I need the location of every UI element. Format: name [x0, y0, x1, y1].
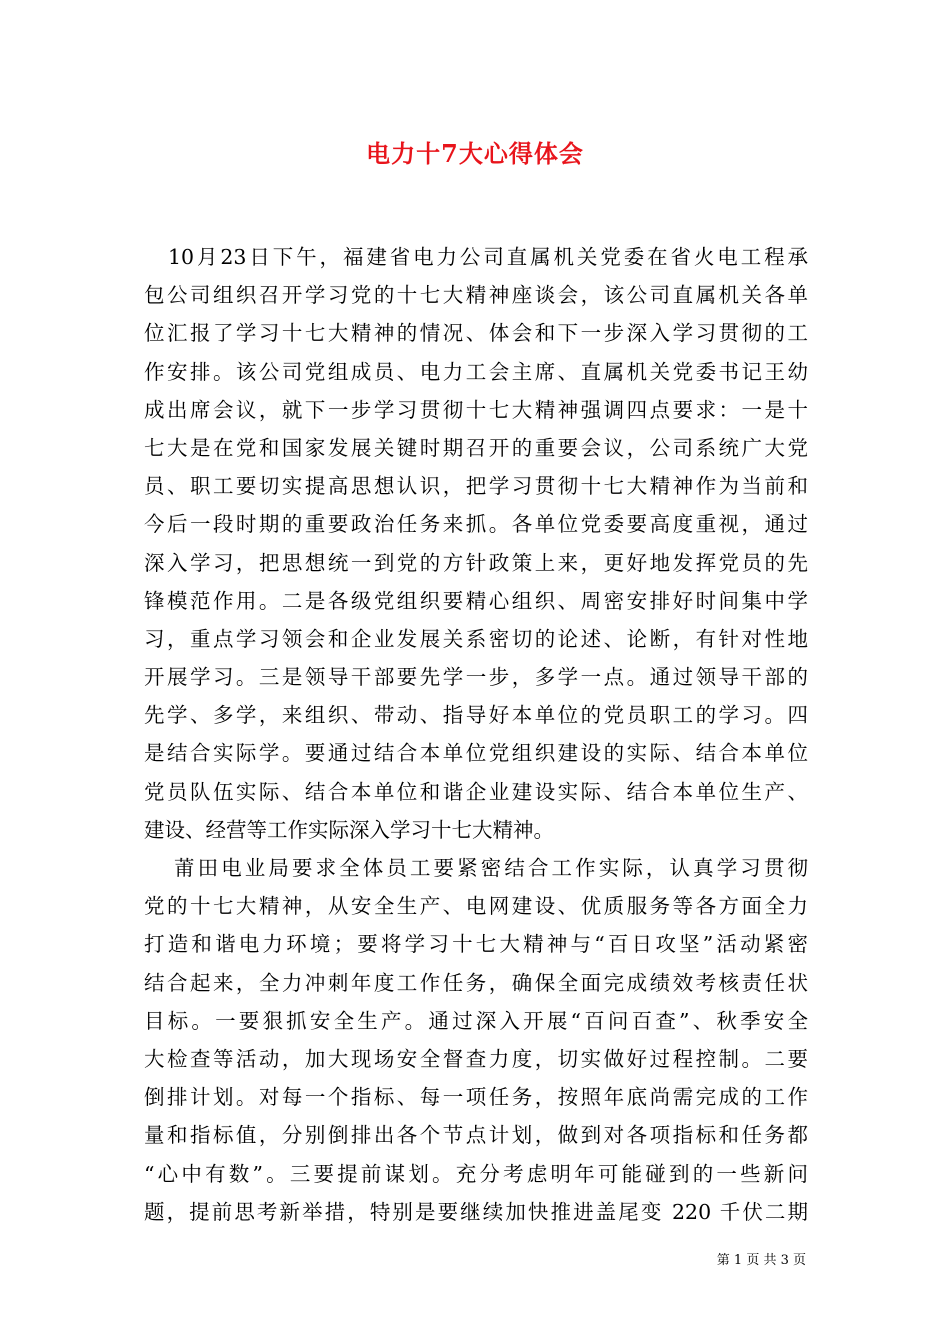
- paragraph-1-line: 深入学习，把思想统一到党的方针政策上来，更好地发挥党员的先: [144, 550, 808, 575]
- paragraph-1-line: 是结合实际学。要通过结合本单位党组织建设的实际、结合本单位: [144, 741, 808, 766]
- paragraph-1-line: 10月23日下午，福建省电力公司直属机关党委在省火电工程承: [168, 245, 808, 269]
- document-title: 电力十7大心得体会: [366, 139, 584, 168]
- paragraph-1-line: 七大是在党和国家发展关键时期召开的重要会议，公司系统广大党: [144, 435, 808, 460]
- paragraph-2-line: 目标。一要狠抓安全生产。通过深入开展“百问百查”、秋季安全: [144, 1008, 808, 1033]
- paragraph-1-line: 作安排。该公司党组成员、电力工会主席、直属机关党委书记王幼: [144, 359, 808, 384]
- paragraph-1-line: 成出席会议，就下一步学习贯彻十七大精神强调四点要求：一是十: [144, 397, 808, 422]
- paragraph-2-line: 莆田电业局要求全体员工要紧密结合工作实际，认真学习贯彻: [174, 856, 808, 880]
- paragraph-2-line: 倒排计划。对每一个指标、每一项任务，按照年底尚需完成的工作: [144, 1085, 808, 1110]
- paragraph-2-line: 量和指标值，分别倒排出各个节点计划，做到对各项指标和任务都: [144, 1123, 808, 1148]
- paragraph-1-line: 锋模范作用。二是各级党组织要精心组织、周密安排好时间集中学: [144, 588, 808, 613]
- page-number-footer: 第 1 页 共 3 页: [716, 1253, 806, 1268]
- paragraph-1-line: 员、职工要切实提高思想认识，把学习贯彻十七大精神作为当前和: [144, 474, 808, 499]
- paragraph-2-line: “心中有数”。三要提前谋划。充分考虑明年可能碰到的一些新问: [144, 1161, 808, 1186]
- paragraph-1-line: 建设、经营等工作实际深入学习十七大精神。: [144, 817, 554, 842]
- paragraph-2-line: 党的十七大精神，从安全生产、电网建设、优质服务等各方面全力: [144, 894, 808, 919]
- paragraph-2-line: 题，提前思考新举措，特别是要继续加快推进盖尾变 220 千伏二期: [144, 1199, 808, 1224]
- paragraph-1-line: 今后一段时期的重要政治任务来抓。各单位党委要高度重视，通过: [144, 512, 808, 537]
- document-body: [144, 238, 808, 1231]
- paragraph-2-line: 结合起来，全力冲刺年度工作任务，确保全面完成绩效考核责任状: [144, 970, 808, 995]
- paragraph-2-line: 打造和谐电力环境；要将学习十七大精神与“百日攻坚”活动紧密: [144, 932, 808, 957]
- paragraph-1-line: 先学、多学，来组织、带动、指导好本单位的党员职工的学习。四: [144, 703, 808, 728]
- paragraph-1-line: 习，重点学习领会和企业发展关系密切的论述、论断，有针对性地: [144, 626, 808, 651]
- paragraph-1-line: 党员队伍实际、结合本单位和谐企业建设实际、结合本单位生产、: [144, 779, 808, 804]
- paragraph-1-line: 开展学习。三是领导干部要先学一步，多学一点。通过领导干部的: [144, 665, 808, 690]
- paragraph-1-line: 包公司组织召开学习党的十七大精神座谈会，该公司直属机关各单: [144, 283, 808, 308]
- paragraph-2-line: 大检查等活动，加大现场安全督查力度，切实做好过程控制。二要: [144, 1046, 808, 1071]
- paragraph-1-line: 位汇报了学习十七大精神的情况、体会和下一步深入学习贯彻的工: [144, 321, 808, 346]
